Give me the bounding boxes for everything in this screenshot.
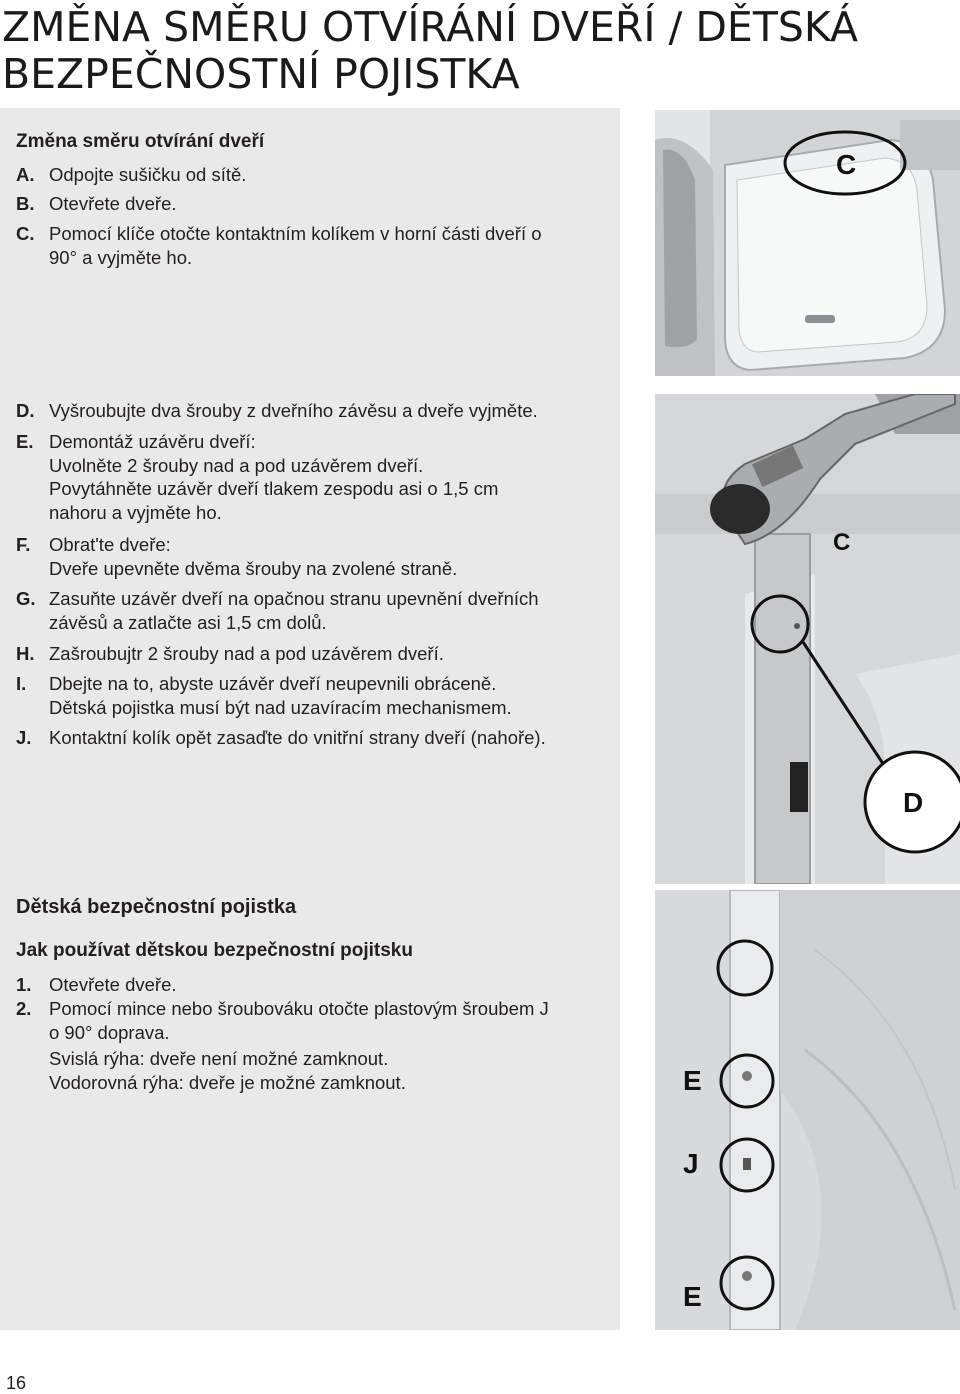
note-horizontal: Vodorovná rýha: dveře je možné zamknout. [49, 1071, 406, 1093]
step-key: C. [16, 223, 35, 244]
step-text: Otevřete dveře. [49, 974, 177, 995]
figure-door-contact-pin [655, 110, 960, 376]
step-key: J. [16, 727, 32, 748]
page-number: 16 [6, 1373, 27, 1393]
figure-hinge-and-lock [655, 394, 960, 884]
note-vertical: Svislá rýha: dveře není možné zamknout. [49, 1048, 389, 1069]
child-lock-heading: Dětská bezpečnostní pojistka [16, 896, 297, 918]
figure3-label-e-bottom: E [683, 1281, 702, 1312]
step-key: D. [16, 400, 35, 421]
step-e [16, 430, 616, 524]
step-key: F. [16, 534, 31, 555]
step-d [16, 399, 616, 423]
step-text: Pomocí klíče otočte kontaktním kolíkem v horní části dveří o [49, 223, 542, 244]
step-j [16, 726, 616, 750]
step-text: Povytáhněte uzávěr dveří tlakem zespodu asi o 1,5 cm [49, 478, 499, 499]
step-text: Odpojte sušičku od sítě. [49, 164, 247, 185]
step-text: Dbejte na to, abyste uzávěr dveří neupevnili obráceně. [49, 673, 497, 694]
step-h [16, 642, 616, 666]
step-key: H. [16, 643, 35, 664]
figure3-label-j: J [683, 1148, 699, 1179]
step-text: Dveře upevněte dvěma šrouby na zvolené straně. [49, 557, 458, 579]
step-text: Otevřete dveře. [49, 193, 177, 214]
step-text: o 90° doprava. [49, 1021, 170, 1043]
child-step-2 [16, 997, 616, 1044]
figure-child-lock [655, 890, 960, 1330]
step-key: A. [16, 164, 35, 185]
child-step-1 [16, 973, 616, 997]
step-text: Vyšroubujte dva šrouby z dveřního závěsu a dveře vyjměte. [49, 400, 538, 421]
figure2-label-c: C [833, 529, 851, 556]
figure3-label-e-top: E [683, 1065, 702, 1096]
step-f [16, 533, 616, 580]
step-text: 90° a vyjměte ho. [49, 246, 193, 268]
step-text: Pomocí mince nebo šroubováku otočte plastovým šroubem J [49, 998, 549, 1019]
child-lock-subheading: Jak používat dětskou bezpečnostní pojitsku [16, 940, 413, 961]
step-key: G. [16, 588, 36, 609]
page-title [2, 4, 942, 98]
step-text: nahoru a vyjměte ho. [49, 501, 222, 523]
instructions-panel [0, 108, 620, 1330]
step-key: 2. [16, 998, 32, 1019]
step-c [16, 222, 616, 269]
door-section-heading: Změna směru otvírání dveří [16, 131, 265, 152]
step-text: Dětská pojistka musí být nad uzavíracím mechanismem. [49, 696, 512, 718]
step-key: I. [16, 673, 27, 694]
step-key: E. [16, 431, 34, 452]
step-i [16, 672, 616, 719]
figure1-label-c: C [836, 149, 857, 180]
step-a [16, 163, 616, 187]
figure2-label-d: D [903, 787, 924, 818]
step-b [16, 192, 616, 216]
step-key: 1. [16, 974, 32, 995]
step-text: Zašroubujtr 2 šrouby nad a pod uzávěrem dveří. [49, 643, 444, 664]
step-text: Uvolněte 2 šrouby nad a pod uzávěrem dveří. [49, 454, 424, 476]
step-text: závěsů a zatlačte asi 1,5 cm dolů. [49, 611, 327, 633]
page-title-line1: ZMĚNA SMĚRU OTVÍRÁNÍ DVEŘÍ / DĚTSKÁ [2, 3, 859, 51]
step-g [16, 587, 616, 634]
step-text: Demontáž uzávěru dveří: [49, 431, 256, 452]
page-title-line2: BEZPEČNOSTNÍ POJISTKA [2, 50, 520, 98]
step-text: Obrat'te dveře: [49, 534, 171, 555]
step-text: Kontaktní kolík opět zasaďte do vnitřní strany dveří (nahoře). [49, 727, 546, 748]
child-notes [16, 1047, 616, 1094]
step-key: B. [16, 193, 35, 214]
step-text: Zasuňte uzávěr dveří na opačnou stranu upevnění dveřních [49, 588, 539, 609]
